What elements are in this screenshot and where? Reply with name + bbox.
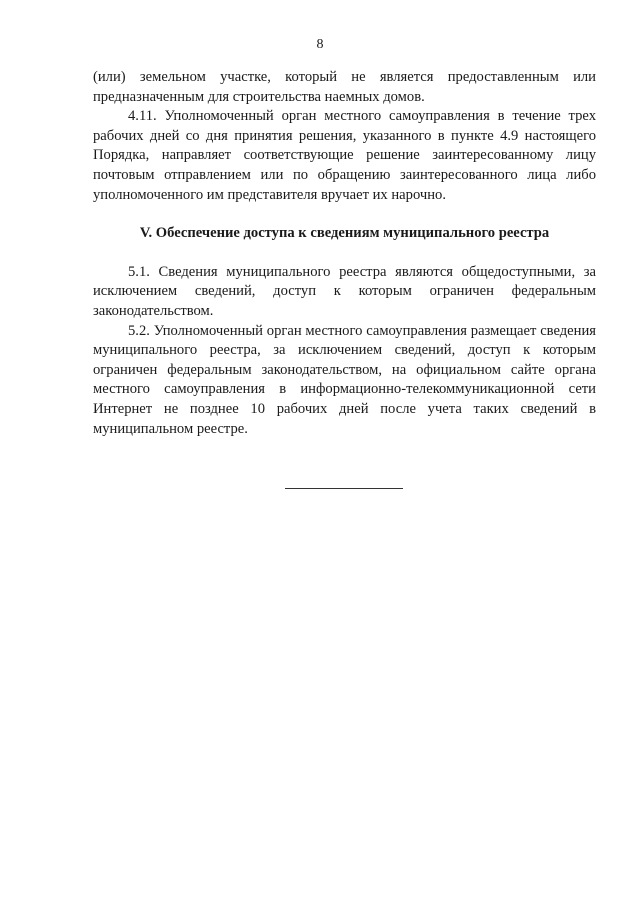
paragraph-continuation: (или) земельном участке, который не является предоставленным или предназначенным для строительства наемных домов. <box>93 69 596 105</box>
end-of-document-rule <box>285 488 403 489</box>
page-number: 8 <box>316 37 324 52</box>
paragraph-5-2: 5.2. Уполномоченный орган местного самоуправления размещает сведения муниципального реестра, за исключением сведений, доступ к которым ограничен федеральным законодательством, на официальном сайте органа местного самоуправления в информационно-телекоммуникационной сети Интернет не позднее 10 рабочих дней после учета таких сведений в муниципальном реестре. <box>93 322 596 437</box>
paragraph-5-1: 5.1. Сведения муниципального реестра являются общедоступными, за исключением сведений, доступ к которым ограничен федеральным законодательством. <box>93 263 596 319</box>
document-body <box>93 68 596 439</box>
paragraph-4-11: 4.11. Уполномоченный орган местного самоуправления в течение трех рабочих дней со дня принятия решения, указанного в пункте 4.9 настоящего Порядка, направляет соответствующие решение заинтересованному лицу почтовым отправлением или по обращению заинтересованного лица либо уполномоченного им представителя вручает их нарочно. <box>93 108 596 203</box>
section-heading: V. Обеспечение доступа к сведениям муниципального реестра <box>139 225 550 242</box>
